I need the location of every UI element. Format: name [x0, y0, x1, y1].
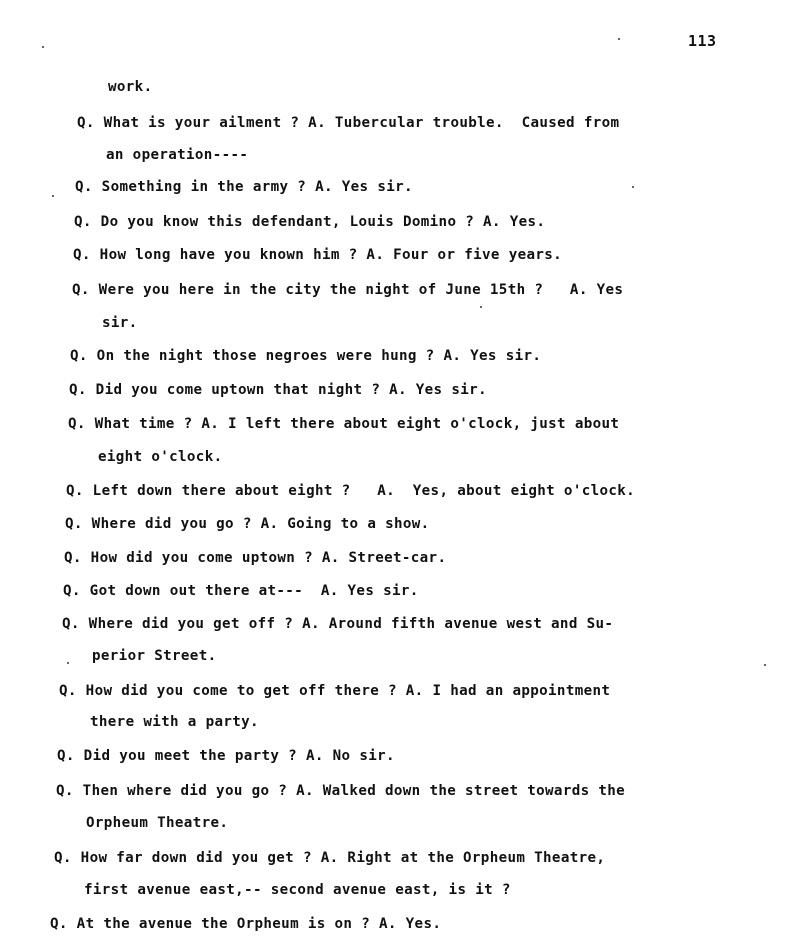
scan-speck: [52, 195, 54, 197]
transcript-line: Q. At the avenue the Orpheum is on ? A. Yes.: [50, 916, 442, 932]
transcript-line: Orpheum Theatre.: [86, 815, 229, 831]
transcript-line: Q. Something in the army ? A. Yes sir.: [75, 179, 413, 195]
scan-speck: [480, 306, 482, 308]
transcript-line: Q. Did you meet the party ? A. No sir.: [57, 748, 395, 764]
transcript-line: work.: [108, 79, 153, 95]
transcript-line: Q. Did you come uptown that night ? A. Yes sir.: [69, 382, 487, 398]
transcript-line: Q. Where did you get off ? A. Around fifth avenue west and Su-: [62, 616, 614, 632]
transcript-line: Q. How long have you known him ? A. Four or five years.: [73, 247, 563, 263]
transcript-line: Q. Do you know this defendant, Louis Domino ? A. Yes.: [74, 214, 546, 230]
scan-speck: [67, 662, 69, 664]
transcript-line: Q. What time ? A. I left there about eight o'clock, just about: [68, 416, 620, 432]
transcript-line: Q. Were you here in the city the night of June 15th ? A. Yes: [72, 282, 624, 298]
transcript-line: Q. Got down out there at--- A. Yes sir.: [63, 583, 419, 599]
scan-speck: [618, 38, 620, 40]
transcript-line: Q. How did you come uptown ? A. Street-car.: [64, 550, 447, 566]
page-number: 113: [688, 32, 717, 50]
transcript-line: Q. Then where did you go ? A. Walked down the street towards the: [56, 783, 626, 799]
scan-speck: [764, 664, 766, 666]
transcript-line: Q. What is your ailment ? A. Tubercular trouble. Caused from: [77, 115, 620, 131]
transcript-line: eight o'clock.: [98, 449, 223, 465]
transcript-line: Q. Where did you go ? A. Going to a show.: [65, 516, 430, 532]
transcript-line: Q. How did you come to get off there ? A. I had an appointment: [59, 683, 611, 699]
transcript-line: first avenue east,-- second avenue east, is it ?: [84, 882, 511, 898]
transcript-line: perior Street.: [92, 648, 217, 664]
scan-speck: [42, 46, 44, 48]
transcript-line: an operation----: [106, 147, 249, 163]
transcript-line: Q. Left down there about eight ? A. Yes, about eight o'clock.: [66, 483, 636, 499]
transcript-line: there with a party.: [90, 714, 259, 730]
transcript-line: Q. How far down did you get ? A. Right at the Orpheum Theatre,: [54, 850, 606, 866]
scan-speck: [632, 186, 634, 188]
transcript-line: sir.: [102, 315, 138, 331]
transcript-line: Q. On the night those negroes were hung ? A. Yes sir.: [70, 348, 542, 364]
